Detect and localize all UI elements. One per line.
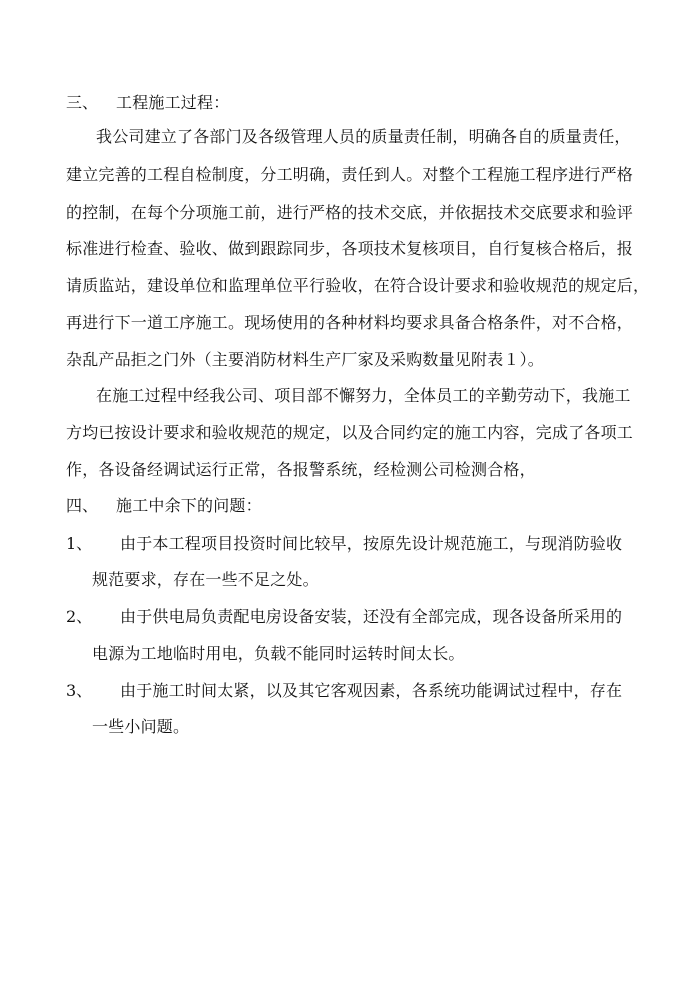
paragraph-line: 标准进行检查、验收、做到跟踪同步，各项技术复核项目，自行复核合格后，报 <box>66 239 634 258</box>
item-number: 3、 <box>66 681 93 700</box>
item-line: 电源为工地临时用电，负载不能同时运转时间太长。 <box>92 644 465 663</box>
section-3-title: 工程施工过程： <box>116 93 230 112</box>
paragraph-line: 的控制，在每个分项施工前，进行严格的技术交底，并依据技术交底要求和验评 <box>66 203 634 222</box>
paragraph-line: 建立完善的工程自检制度，分工明确，责任到人。对整个工程施工程序进行严格 <box>66 165 634 184</box>
paragraph-line: 在施工过程中经我公司、项目部不懈努力，全体员工的辛勤劳动下，我施工 <box>96 386 631 405</box>
item-number: 1、 <box>66 534 93 553</box>
item-line: 由于施工时间太紧，以及其它客观因素，各系统功能调试过程中，存在 <box>120 681 623 700</box>
paragraph-line: 再进行下一道工序施工。现场使用的各种材料均要求具备合格条件，对不合格， <box>66 313 634 332</box>
section-4-title: 施工中余下的问题： <box>116 496 262 515</box>
paragraph-line: 作，各设备经调试运行正常，各报警系统，经检测公司检测合格， <box>66 460 536 479</box>
item-line: 由于供电局负责配电房设备安装，还没有全部完成，现各设备所采用的 <box>120 607 623 626</box>
paragraph-line: 请质监站，建设单位和监理单位平行验收，在符合设计要求和验收规范的规定后， <box>66 276 650 295</box>
item-line: 一些小问题。 <box>92 717 190 736</box>
section-4-number: 四、 <box>66 496 99 515</box>
item-line: 规范要求，存在一些不足之处。 <box>92 570 319 589</box>
section-3-number: 三、 <box>66 93 99 112</box>
item-number: 2、 <box>66 607 93 626</box>
paragraph-line: 方均已按设计要求和验收规范的规定，以及合同约定的施工内容，完成了各项工 <box>66 423 634 442</box>
paragraph-line: 杂乱产品拒之门外（主要消防材料生产厂家及采购数量见附表１）。 <box>66 350 545 369</box>
paragraph-line: 我公司建立了各部门及各级管理人员的质量责任制，明确各自的质量责任， <box>96 127 631 146</box>
item-line: 由于本工程项目投资时间比较早，按原先设计规范施工，与现消防验收 <box>120 534 623 553</box>
